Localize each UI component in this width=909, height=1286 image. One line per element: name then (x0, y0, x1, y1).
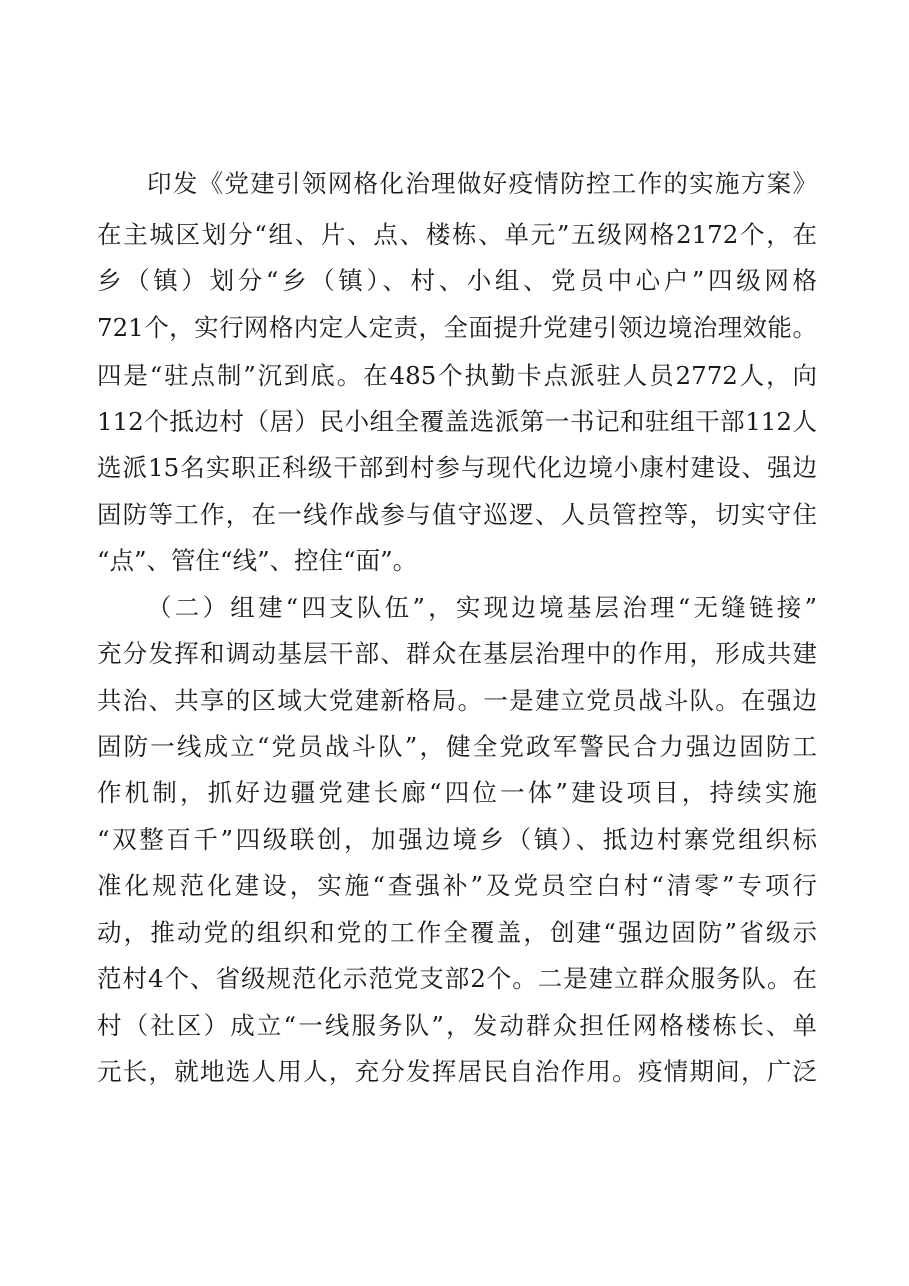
text-line: 112个抵边村（居）民小组全覆盖选派第一书记和驻组干部112人 (97, 407, 817, 436)
text-line: 共治、共享的区域大党建新格局。一是建立党员战斗队。在强边 (97, 686, 817, 715)
text-line: 四是“驻点制”沉到底。在485个执勤卡点派驻人员2772人，向 (97, 361, 817, 390)
text-line: 动，推动党的组织和党的工作全覆盖，创建“强边固防”省级示 (97, 918, 817, 947)
text-line: 作机制，抓好边疆党建长廊“四位一体”建设项目，持续实施 (97, 778, 817, 807)
text-line: 在主城区划分“组、片、点、楼栋、单元”五级网格2172个，在 (97, 220, 817, 249)
text-line: 充分发挥和调动基层干部、群众在基层治理中的作用，形成共建 (97, 639, 817, 668)
text-line: 村（社区）成立“一线服务队”，发动群众担任网格楼栋长、单 (97, 1011, 817, 1040)
text-line: 721个，实行网格内定人定责，全面提升党建引领边境治理效能。 (97, 313, 817, 342)
text-line: 准化规范化建设，实施“查强补”及党员空白村“清零”专项行 (97, 871, 817, 900)
text-line: 乡（镇）划分“乡（镇）、村、小组、党员中心户”四级网格 (97, 266, 817, 295)
text-line: 范村4个、省级规范化示范党支部2个。二是建立群众服务队。在 (97, 964, 817, 993)
text-line: “双整百千”四级联创，加强边境乡（镇）、抵边村寨党组织标 (97, 825, 817, 854)
text-line: “点”、管住“线”、控住“面”。 (97, 546, 418, 575)
text-line: 固防等工作，在一线作战参与值守巡逻、人员管控等，切实守住 (97, 500, 817, 529)
text-line: 元长，就地选人用人，充分发挥居民自治作用。疫情期间，广泛 (97, 1057, 817, 1086)
section-heading: （二）组建“四支队伍”，实现边境基层治理“无缝链接” (147, 593, 817, 622)
text-line: 选派15名实职正科级干部到村参与现代化边境小康村建设、强边 (97, 453, 817, 482)
text-line: 固防一线成立“党员战斗队”，健全党政军警民合力强边固防工 (97, 732, 817, 761)
text-line: 印发《党建引领网格化治理做好疫情防控工作的实施方案》 (147, 169, 817, 198)
